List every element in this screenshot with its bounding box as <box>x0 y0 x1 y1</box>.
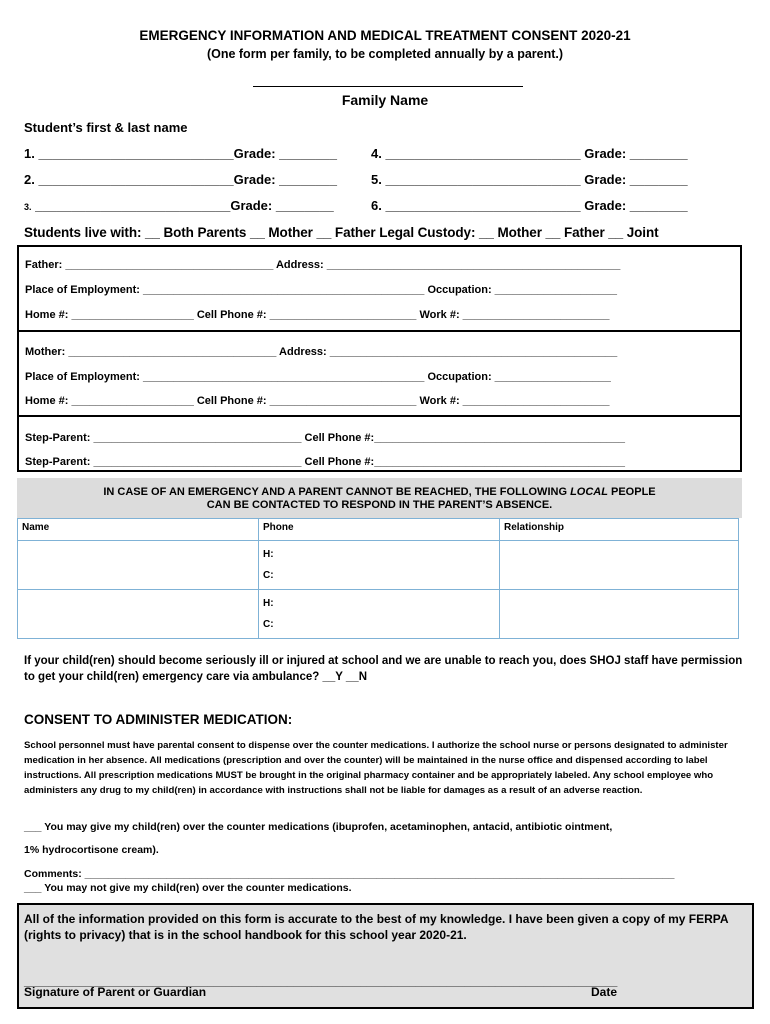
father-phones[interactable]: Home #: ____________________ Cell Phone #: ________________________ Work #: ________________________ <box>25 309 610 321</box>
student-row-3-number: 3. <box>24 202 32 212</box>
column-header-name: Name <box>18 519 259 541</box>
table-row <box>18 541 739 590</box>
form-title: EMERGENCY INFORMATION AND MEDICAL TREATMENT CONSENT 2020-21 <box>139 28 631 43</box>
option-give-medication-cont: 1% hydrocortisone cream). <box>24 844 159 856</box>
emergency-header-line-2: CAN BE CONTACTED TO RESPOND IN THE PARENT’S ABSENCE. <box>206 499 553 511</box>
student-row-3-right[interactable]: 6. ___________________________ Grade: ________ <box>371 198 688 213</box>
mother-employment[interactable]: Place of Employment: ______________________________________________ Occupation: ___________________ <box>25 371 611 383</box>
student-row-3-field[interactable]: ___________________________Grade: ________ <box>31 198 334 213</box>
consent-title: CONSENT TO ADMINISTER MEDICATION: <box>24 712 293 727</box>
ambulance-permission[interactable]: If your child(ren) should become seriously ill or injured at school and we are unable to reach you, does SHOJ staff have permission to get your child(ren) emergency care via ambulance? __Y __N <box>24 655 743 683</box>
mother-phones[interactable]: Home #: ____________________ Cell Phone #: ________________________ Work #: ________________________ <box>25 395 610 407</box>
student-row-2-right[interactable]: 5. ___________________________ Grade: ________ <box>371 172 688 187</box>
students-label: Student’s first & last name <box>24 120 188 135</box>
table-row <box>18 590 739 639</box>
option-give-medication[interactable]: ___ You may give my child(ren) over the counter medications (ibuprofen, acetaminophen, antacid, antibiotic ointment, <box>24 821 613 833</box>
step-parent-section <box>17 415 742 472</box>
student-row-2-left[interactable]: 2. ___________________________Grade: ________ <box>24 172 338 187</box>
student-row-1-left[interactable]: 1. ___________________________Grade: ________ <box>24 146 338 161</box>
father-name-address[interactable]: Father: __________________________________ Address: ________________________________________________ <box>25 259 621 271</box>
column-header-relationship: Relationship <box>500 519 739 541</box>
contact-1-phone[interactable] <box>259 541 500 590</box>
cell-phone-label: C: <box>263 570 274 581</box>
contact-2-relationship[interactable] <box>500 590 739 639</box>
comments-field[interactable]: Comments: _____________________________________________________________________________________________________ <box>24 868 675 880</box>
emergency-header-line-1: IN CASE OF AN EMERGENCY AND A PARENT CANNOT BE REACHED, THE FOLLOWING LOCAL PEOPLE <box>103 486 656 498</box>
student-row-3-left[interactable] <box>24 198 334 213</box>
student-row-1-right[interactable]: 4. ___________________________ Grade: ________ <box>371 146 688 161</box>
signature-statement: All of the information provided on this form is accurate to the best of my knowledge. I have been given a copy of my FERPA (rights to privacy) that is in the school handbook for this school year 2020-21. <box>24 912 729 942</box>
contact-1-name[interactable] <box>18 541 259 590</box>
emergency-header <box>17 486 742 512</box>
contact-2-name[interactable] <box>18 590 259 639</box>
date-label: Date <box>591 985 618 999</box>
living-custody-line[interactable]: Students live with: __ Both Parents __ Mother __ Father Legal Custody: __ Mother __ Father __ Joint <box>24 225 659 240</box>
father-section <box>17 245 742 332</box>
contact-2-phone[interactable] <box>259 590 500 639</box>
contact-1-relationship[interactable] <box>500 541 739 590</box>
consent-body: School personnel must have parental consent to dispense over the counter medications. I authorize the school nurse or persons designated to administer medication in her absence. All medications (prescription and over the counter) will be maintained in the nurse office and dispensed according to label instructions. All prescription medications MUST be brought in the original pharmacy container and be appropriately labeled. Any school employee who administers any drug to my child(ren) in accordance with instructions shall not be liable for damages as a result of an adverse reaction. <box>24 740 728 796</box>
form-subtitle: (One form per family, to be completed annually by a parent.) <box>206 47 564 61</box>
family-name-label: Family Name <box>341 92 429 108</box>
emergency-contacts-table <box>17 518 739 639</box>
column-header-phone: Phone <box>259 519 500 541</box>
home-phone-label: H: <box>263 549 274 560</box>
home-phone-label: H: <box>263 598 274 609</box>
father-employment[interactable]: Place of Employment: ______________________________________________ Occupation: ____________________ <box>25 284 618 296</box>
signature-line[interactable]: _________________________________________________________________________________________________ <box>24 976 618 988</box>
signature-label: Signature of Parent or Guardian <box>24 985 207 999</box>
mother-section <box>17 330 742 417</box>
step-parent-2[interactable]: Step-Parent: __________________________________ Cell Phone #:_________________________________________ <box>25 456 626 468</box>
cell-phone-label: C: <box>263 619 274 630</box>
family-name-field[interactable] <box>253 86 523 87</box>
step-parent-1[interactable]: Step-Parent: __________________________________ Cell Phone #:_________________________________________ <box>25 432 626 444</box>
mother-name-address[interactable]: Mother: __________________________________ Address: _______________________________________________ <box>25 346 618 358</box>
option-not-give-medication[interactable]: ___ You may not give my child(ren) over the counter medications. <box>24 882 352 894</box>
